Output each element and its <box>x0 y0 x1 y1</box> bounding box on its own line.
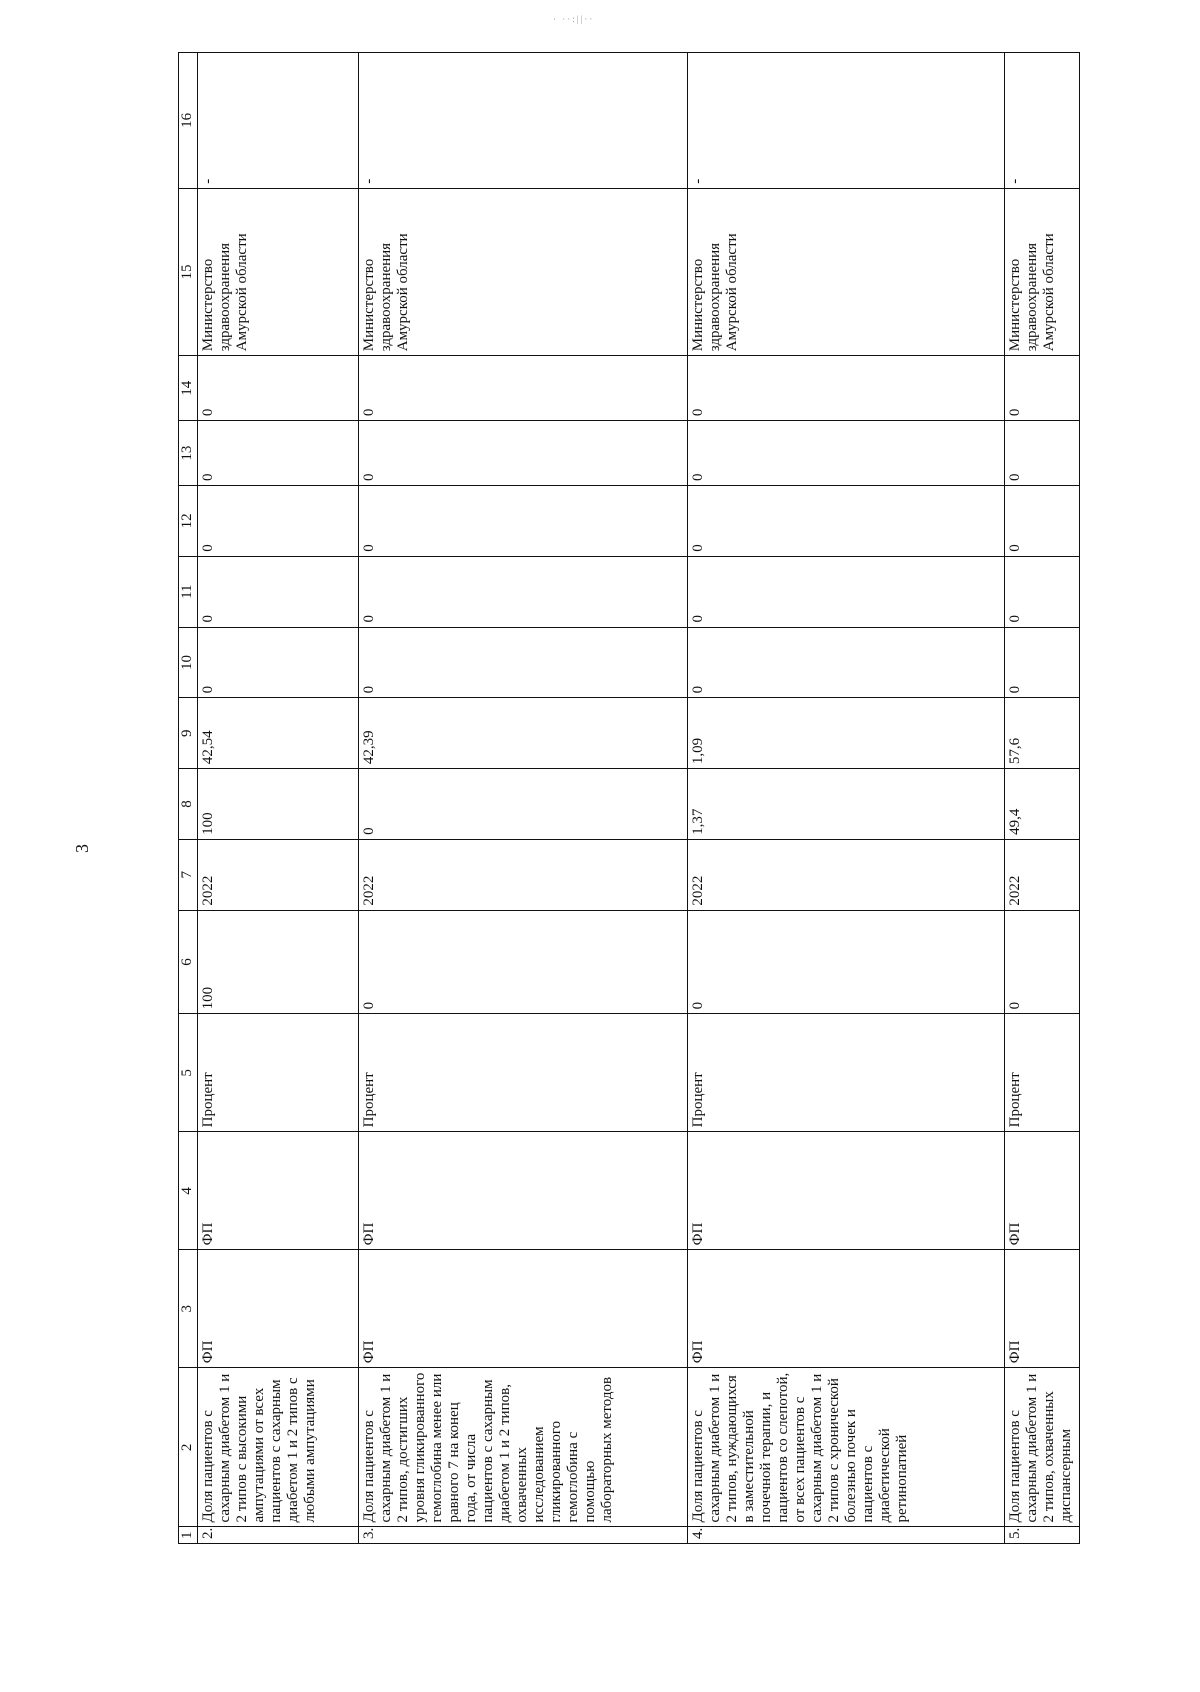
row-number: 2. <box>198 1527 359 1544</box>
responsible-org: Министерство здравоохранения Амурской области <box>688 188 1005 356</box>
cell-col-16: - <box>198 53 359 189</box>
cell-col-10: 0 <box>1005 627 1080 698</box>
cell-col-11: 0 <box>359 556 688 627</box>
table-row <box>1005 53 1080 1544</box>
table-header-row <box>179 53 198 1544</box>
cell-col-13: 0 <box>198 421 359 486</box>
indicators-table-rotated <box>178 52 1120 1544</box>
cell-col-16: - <box>359 53 688 189</box>
cell-col-16: - <box>688 53 1005 189</box>
cell-col-6: 0 <box>688 910 1005 1014</box>
cell-col-6: 0 <box>1005 910 1080 1014</box>
cell-col-10: 0 <box>198 627 359 698</box>
cell-col-9: 42,39 <box>359 698 688 769</box>
cell-col-9: 1,09 <box>688 698 1005 769</box>
header-col-12: 12 <box>179 486 198 557</box>
unit-cell: Процент <box>359 1014 688 1132</box>
header-col-16: 16 <box>179 53 198 189</box>
header-col-10: 10 <box>179 627 198 698</box>
cell-col-10: 0 <box>359 627 688 698</box>
header-col-6: 6 <box>179 910 198 1014</box>
cell-col-11: 0 <box>688 556 1005 627</box>
year-cell: 2022 <box>198 839 359 910</box>
header-col-2: 2 <box>179 1368 198 1527</box>
indicators-table-wrapper <box>178 52 1120 1544</box>
cell-col-6: 0 <box>359 910 688 1014</box>
cell-col-3: ФП <box>688 1250 1005 1368</box>
cell-col-8: 0 <box>359 769 688 840</box>
cell-col-4: ФП <box>688 1132 1005 1250</box>
responsible-org: Министерство здравоохранения Амурской области <box>1005 188 1080 356</box>
row-number: 3. <box>359 1527 688 1544</box>
cell-col-10: 0 <box>688 627 1005 698</box>
header-col-1: 1 <box>179 1527 198 1544</box>
header-col-7: 7 <box>179 839 198 910</box>
cell-col-13: 0 <box>1005 421 1080 486</box>
header-col-9: 9 <box>179 698 198 769</box>
scan-noise-mark: · ··:||·· <box>553 14 595 24</box>
unit-cell: Процент <box>688 1014 1005 1132</box>
year-cell: 2022 <box>359 839 688 910</box>
responsible-org: Министерство здравоохранения Амурской области <box>198 188 359 356</box>
indicator-name: Доля пациентов с сахарным диабетом 1 и 2 типов с высокими ампутациями от всех пациентов с сахарным диабетом 1 и 2 типов с любыми ампутациями <box>198 1368 359 1527</box>
cell-col-8: 1,37 <box>688 769 1005 840</box>
cell-col-14: 0 <box>198 356 359 421</box>
row-number: 4. <box>688 1527 1005 1544</box>
header-col-13: 13 <box>179 421 198 486</box>
cell-col-14: 0 <box>359 356 688 421</box>
indicators-table <box>178 52 1080 1544</box>
cell-col-14: 0 <box>1005 356 1080 421</box>
cell-col-4: ФП <box>1005 1132 1080 1250</box>
cell-col-4: ФП <box>359 1132 688 1250</box>
cell-col-6: 100 <box>198 910 359 1014</box>
table-row <box>359 53 688 1544</box>
unit-cell: Процент <box>198 1014 359 1132</box>
table-row <box>198 53 359 1544</box>
cell-col-16: - <box>1005 53 1080 189</box>
cell-col-3: ФП <box>1005 1250 1080 1368</box>
cell-col-8: 100 <box>198 769 359 840</box>
table-row <box>688 53 1005 1544</box>
cell-col-11: 0 <box>198 556 359 627</box>
year-cell: 2022 <box>688 839 1005 910</box>
cell-col-12: 0 <box>688 486 1005 557</box>
row-number: 5. <box>1005 1527 1080 1544</box>
header-col-3: 3 <box>179 1250 198 1368</box>
header-col-14: 14 <box>179 356 198 421</box>
responsible-org: Министерство здравоохранения Амурской области <box>359 188 688 356</box>
cell-col-3: ФП <box>198 1250 359 1368</box>
indicator-name: Доля пациентов с сахарным диабетом 1 и 2 типов, охваченных диспансерным <box>1005 1368 1080 1527</box>
header-col-5: 5 <box>179 1014 198 1132</box>
unit-cell: Процент <box>1005 1014 1080 1132</box>
cell-col-12: 0 <box>359 486 688 557</box>
year-cell: 2022 <box>1005 839 1080 910</box>
header-col-8: 8 <box>179 769 198 840</box>
indicator-name: Доля пациентов с сахарным диабетом 1 и 2 типов, достигших уровня гликированного гемоглобина менее или равного 7 на конец года, от числа пациентов с сахарным диабетом 1 и 2 типов, охваченных исследованием гликированного гемоглобина с помощью лабораторных методов <box>359 1368 688 1527</box>
header-col-4: 4 <box>179 1132 198 1250</box>
cell-col-9: 42,54 <box>198 698 359 769</box>
cell-col-3: ФП <box>359 1250 688 1368</box>
header-col-11: 11 <box>179 556 198 627</box>
indicator-name: Доля пациентов с сахарным диабетом 1 и 2 типов, нуждающихся в заместительной почечной терапии, и пациентов со слепотой, от всех пациентов с сахарным диабетом 1 и 2 типов с хронической болезнью почек и пациентов с диабетической ретинопатией <box>688 1368 1005 1527</box>
cell-col-13: 0 <box>359 421 688 486</box>
cell-col-9: 57,6 <box>1005 698 1080 769</box>
cell-col-8: 49,4 <box>1005 769 1080 840</box>
header-col-15: 15 <box>179 188 198 356</box>
cell-col-14: 0 <box>688 356 1005 421</box>
cell-col-13: 0 <box>688 421 1005 486</box>
cell-col-12: 0 <box>1005 486 1080 557</box>
cell-col-12: 0 <box>198 486 359 557</box>
cell-col-4: ФП <box>198 1132 359 1250</box>
page-number: 3 <box>72 844 92 853</box>
cell-col-11: 0 <box>1005 556 1080 627</box>
